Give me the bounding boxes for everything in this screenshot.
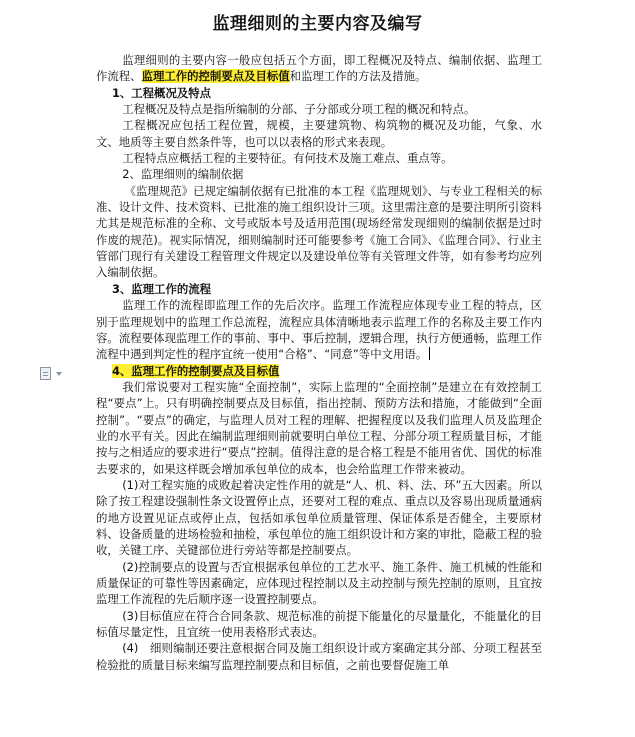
document-icon [40,367,51,380]
document-title: 监理细则的主要内容及编写 [212,14,423,34]
document-body [96,52,542,673]
section-heading-2: 2、监理细则的编制依据 [122,167,244,182]
section-heading-3: 3、监理工作的流程 [111,281,212,296]
paragraph: 工程特点应概括工程的主要特征。有何技术及施工难点、重点等。 [122,151,453,166]
section-heading-1: 1、工程概况及特点 [111,85,212,100]
paragraph: (1)对工程实施的成败起着决定性作用的就是“人、机、料、法、环”五大因素。所以除了按工程建设强制性条文设置停止点，还要对工程的难点、重点以及容易出现质量通病的地方设置见证点或停止点，包括如承包单位质量管理、保证体系是否健全，主要原材料、设备质量的进场检验和抽检，承包单位的施工组织设计和方案的审批，隐蔽工程的验收，关键工序、关键部位进行旁站等都是控制要点。 [96,477,542,558]
paragraph-with-cursor[interactable]: 监理工作的流程即监理工作的先后次序。监理工作流程应体现专业工程的特点，区别于监理规划中的监理工作总流程，流程应具体清晰地表示监理工作的名称及主要工作内容。流程要体现监理工作的事前、事中、事后控制，逻辑合理，执行方便通畅，监理工作流程中遇到判定性的程序宜统一使用“合格”、“同意”等中文用语。 [96,298,542,362]
paragraph: (4) 细则编制还要注意根据合同及施工组织设计或方案确定其分部、分项工程甚至检验批的质量目标来编写监理控制要点和目标值，之前也要督促施工单 [96,641,542,672]
paragraph: (2)控制要点的设置与否宜根据承包单位的工艺水平、施工条件、施工机械的性能和质量保证的可靠性等因素确定，应体现过程控制以及主动控制与预先控制的原则，且宜按监理工作流程的先后顺序逐一设置控制要点。 [96,559,542,607]
text-cursor [429,347,430,360]
paragraph: 工程概况应包括工程位置，规模，主要建筑物、构筑物的概况及功能，气象、水文、地质等主要自然条件等，也可以以表格的形式来表现。 [96,118,542,149]
paragraph-options-icon[interactable] [40,367,66,381]
chevron-down-icon [56,372,62,376]
highlighted-phrase: 监理工作的控制要点及目标值 [141,69,290,84]
paragraph: 《监理规范》已规定编制依据有已批准的本工程《监理规划》、与专业工程相关的标准、设计文件、技术资料、已批准的施工组织设计三项。这里需注意的是要注明所引资料尤其是规范标准的全称、文号或版本号及适用范围(现场经常发现细则的编制依据是过时作废的规范)。视实际情况，细则编制时还可能要参考《施工合同》、《监理合同》、行业主管部门现行有关建设工程管理文件规定以及建设单位等有关管理文件等，如有参考均应列入编制依据。 [96,183,542,280]
paragraph: (3)目标值应在符合合同条款、规范标准的前提下能量化的尽量量化，不能量化的目标值尽量定性，且宜统一使用表格形式表达。 [96,608,542,640]
paragraph: 我们常说要对工程实施“全面控制”，实际上监理的“全面控制”是建立在有效控制工程“要点”上。只有明确控制要点及目标值，指出控制、预防方法和措施，才能做到“全面控制”。“要点”的确定，与监理人员对工程的理解、把握程度以及我们监理人员及监理企业的水平有关。因此在编制监理细则前就要明白单位工程、分部分项工程质量目标，才能按与之相适应的要求进行“要点”控制。值得注意的是合格工程是不能用省优、国优的标准去要求的，如果这样既会增加承包单位的成本，也会给监理工作带来被动。 [96,379,542,476]
highlighted-heading: 4、监理工作的控制要点及目标值 [111,363,280,378]
section-heading-4 [96,363,542,379]
paragraph: 工程概况及特点是指所编制的分部、子分部或分项工程的概况和特点。 [122,102,476,117]
intro-paragraph: 监理细则的主要内容一般应包括五个方面，即工程概况及特点、编制依据、监理工作流程、监理工作的控制要点及目标值和监理工作的方法及措施。 [96,53,542,84]
